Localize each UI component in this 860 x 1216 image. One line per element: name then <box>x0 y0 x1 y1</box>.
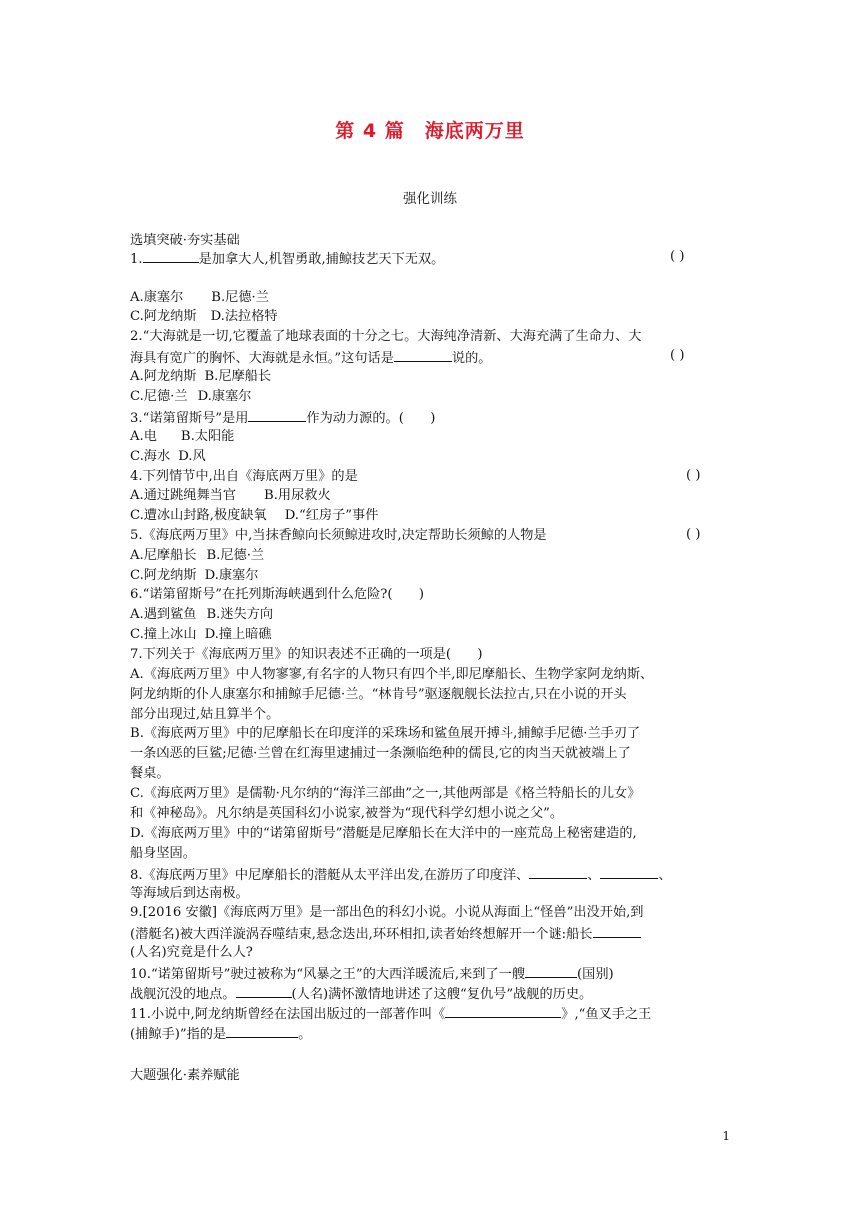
question-11-text: 11.小说中,阿龙纳斯曾经在法国出版过的一部著作叫《 <box>130 1007 446 1022</box>
question-1 <box>130 248 444 270</box>
answer-blank <box>394 347 452 362</box>
question-5-options-ab <box>130 546 264 566</box>
section-heading-basics: 选填突破·夯实基础 <box>130 233 240 248</box>
question-10-text-3: (人名)满怀激情地讲述了这艘“复仇号”战舰的历史。 <box>291 987 593 1002</box>
question-10-text-2: 战舰沉没的地点。 <box>130 987 236 1002</box>
answer-blank <box>525 963 577 978</box>
question-9-text: (潜艇名)被大西洋漩涡吞噬结束,悬念迭出,环环相扣,读者始终想解开一个谜:船长 <box>130 927 593 942</box>
option-a: A.遇到鲨鱼 <box>130 607 197 622</box>
question-7-option-a-line-1: A.《海底两万里》中人物寥寥,有名字的人物只有四个半,即尼摩船长、生物学家阿龙纳斯、 <box>130 667 654 682</box>
option-d: D.康塞尔 <box>197 389 252 404</box>
option-c: C.海水 <box>130 449 171 464</box>
answer-blank <box>593 923 641 938</box>
option-d: D.康塞尔 <box>204 568 259 583</box>
answer-blank <box>600 864 658 879</box>
option-a: A.尼摩船长 <box>130 548 197 563</box>
option-c: C.撞上冰山 <box>130 627 197 642</box>
question-2-text-end: 说的。 <box>451 351 492 366</box>
answer-blank <box>143 248 199 263</box>
option-b: B.太阳能 <box>180 429 235 444</box>
question-9-line-1: 9.[2016 安徽]《海底两万里》是一部出色的科幻小说。小说从海面上“怪兽”出没开始,到 <box>130 905 644 920</box>
question-11-text-3: 。 <box>298 1027 312 1042</box>
question-6-options-cd <box>130 625 272 645</box>
option-a: A.通过跳绳舞当官 <box>130 488 237 503</box>
question-10-line-2 <box>130 983 592 1005</box>
page-title: 第 4 篇 海底两万里 <box>335 120 525 142</box>
question-11-line-2 <box>130 1023 311 1045</box>
question-2-options-cd <box>130 387 251 407</box>
answer-blank <box>236 983 292 998</box>
question-6-options-ab <box>130 605 273 625</box>
option-d: D.“红房子”事件 <box>284 508 379 523</box>
question-7-option-b-line-2: 一条凶恶的巨鲨;尼德·兰曾在红海里逮捕过一条濒临绝种的儒艮,它的肉当天就被端上了 <box>130 746 631 761</box>
answer-blank <box>226 1023 298 1038</box>
option-b: B.用尿救火 <box>264 488 331 503</box>
option-c: C.阿龙纳斯 <box>130 309 197 324</box>
answer-parentheses: ( ) <box>686 527 701 542</box>
answer-blank <box>248 407 306 422</box>
question-2-text: 海具有宽广的胸怀、大海就是永恒。”这句话是 <box>130 351 394 366</box>
question-3-text-end: 作为动力源的。( ) <box>306 411 436 426</box>
answer-parentheses: ( ) <box>670 249 685 264</box>
question-7-option-a-line-3: 部分出现过,姑且算半个。 <box>130 707 280 722</box>
question-7-option-c-line-2: 和《神秘岛》。凡尔纳是英国科幻小说家,被誉为“现代科学幻想小说之父”。 <box>130 806 564 821</box>
question-11-text-end: 》,“鱼叉手之王 <box>561 1007 652 1022</box>
question-4: 4.下列情节中,出自《海底两万里》的是 <box>130 469 358 484</box>
question-3-options-ab <box>130 427 234 447</box>
question-7-option-a-line-2: 阿龙纳斯的仆人康塞尔和捕鲸手尼德·兰。“林肯号”驱逐舰舰长法拉古,只在小说的开头 <box>130 687 627 702</box>
question-3-options-cd <box>130 447 206 467</box>
option-a: A.电 <box>130 429 157 444</box>
question-7-option-d-line-2: 船身坚固。 <box>130 846 196 861</box>
page-subtitle: 强化训练 <box>403 191 457 207</box>
question-8-line-1 <box>130 864 672 886</box>
option-a: A.阿龙纳斯 <box>130 369 197 384</box>
answer-parentheses: ( ) <box>670 348 685 363</box>
question-9-line-2 <box>130 923 641 945</box>
question-9-line-3: (人名)究竟是什么人? <box>130 945 253 960</box>
question-2-line-1: 2.“大海就是一切,它覆盖了地球表面的十分之七。大海纯净清新、大海充满了生命力、大 <box>130 329 642 344</box>
section-heading-advanced: 大题强化·素养赋能 <box>130 1068 240 1083</box>
answer-blank <box>529 864 587 879</box>
question-3-text: 3.“诺第留斯号”是用 <box>130 411 249 426</box>
question-7: 7.下列关于《海底两万里》的知识表述不正确的一项是( ) <box>130 647 483 662</box>
question-10-text-end: (国别) <box>577 967 614 982</box>
option-a: A.康塞尔 <box>130 290 184 305</box>
question-6: 6.“诺第留斯号”在托列斯海峡遇到什么危险?( ) <box>130 587 424 602</box>
option-d: D.风 <box>178 449 206 464</box>
question-7-option-b-line-1: B.《海底两万里》中的尼摩船长在印度洋的采珠场和鲨鱼展开搏斗,捕鲸手尼德·兰手刃了 <box>130 726 641 741</box>
question-4-options-cd <box>130 506 378 526</box>
question-8-text: 8.《海底两万里》中尼摩船长的潜艇从太平洋出发,在游历了印度洋、 <box>130 868 530 883</box>
question-7-option-d-line-1: D.《海底两万里》中的“诺第留斯号”潜艇是尼摩船长在大洋中的一座荒岛上秘密建造的, <box>130 826 637 841</box>
separator: 、 <box>587 868 601 883</box>
option-c: C.遭冰山封路,极度缺氧 <box>130 508 267 523</box>
question-1-number: 1. <box>130 252 143 267</box>
answer-parentheses: ( ) <box>686 468 701 483</box>
question-10-line-1 <box>130 963 614 985</box>
question-3 <box>130 407 435 429</box>
option-c: C.尼德·兰 <box>130 389 188 404</box>
answer-blank <box>445 1003 561 1018</box>
question-1-options-cd <box>130 307 278 327</box>
question-2-line-2 <box>130 347 491 369</box>
separator: 、 <box>658 868 672 883</box>
question-5: 5.《海底两万里》中,当抹香鲸向长须鲸进攻时,决定帮助长须鲸的人物是 <box>130 528 547 543</box>
question-10-text: 10.“诺第留斯号”驶过被称为“风暴之王”的大西洋暖流后,来到了一艘 <box>130 967 526 982</box>
option-b: B.尼摩船长 <box>204 369 272 384</box>
question-11-line-1 <box>130 1003 651 1025</box>
page-number: 1 <box>722 1129 730 1143</box>
question-7-option-b-line-3: 餐桌。 <box>130 766 170 781</box>
question-2-options-ab <box>130 367 271 387</box>
question-5-options-cd <box>130 566 258 586</box>
option-d: D.撞上暗礁 <box>204 627 272 642</box>
question-1-options-ab <box>130 288 269 308</box>
option-b: B.迷失方向 <box>206 607 274 622</box>
option-c: C.阿龙纳斯 <box>130 568 197 583</box>
question-8-line-2: 等海域后到达南极。 <box>130 886 249 901</box>
option-b: B.尼德·兰 <box>211 290 269 305</box>
option-b: B.尼德·兰 <box>206 548 265 563</box>
question-4-options-ab <box>130 486 331 506</box>
option-d: D.法拉格特 <box>210 309 278 324</box>
question-1-text: 是加拿大人,机智勇敢,捕鲸技艺天下无双。 <box>198 252 445 267</box>
question-7-option-c-line-1: C.《海底两万里》是儒勒·凡尔纳的“海洋三部曲”之一,其他两部是《格兰特船长的儿女》 <box>130 786 641 801</box>
question-11-text-2: (捕鲸手)”指的是 <box>130 1027 227 1042</box>
